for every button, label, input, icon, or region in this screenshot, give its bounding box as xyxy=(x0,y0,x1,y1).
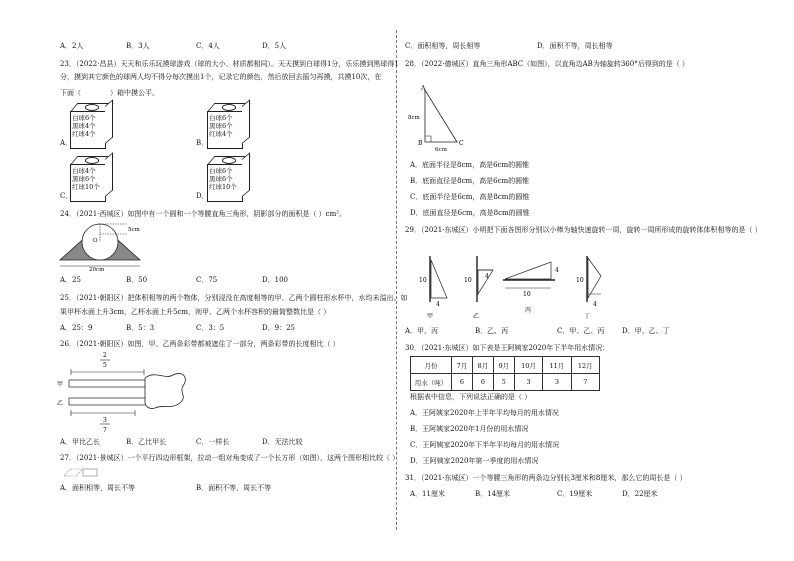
q27-option-d[interactable]: D．面积不等，周长相等 xyxy=(537,42,613,50)
table-header-cell: 9月 xyxy=(493,357,514,374)
q23-text-line3-pre: 下面（ xyxy=(60,89,81,97)
q30-question: 根据表中信息，下列说法正确的是（ ） xyxy=(410,393,532,401)
q30-text: 30．（2021·东城区）如下表是王阿姨家2020年下半年用水情况： xyxy=(405,344,610,352)
q25-text-line2: 果甲杯水面上升3cm，乙杯水面上升5cm，则甲、乙两个水杯容积的最简整数比是（ ） xyxy=(60,308,331,316)
q28-label-8cm: 8cm xyxy=(408,115,420,121)
q31-option-d[interactable]: D．22厘米 xyxy=(622,490,658,498)
q31-option-b[interactable]: B．14厘米 xyxy=(475,490,511,498)
q29-option-b[interactable]: B．乙、丙 xyxy=(475,327,509,335)
q26-bottom-fraction-den: 7 xyxy=(103,427,107,434)
q25-text-line1: 25．（2021·朝阳区）把体积相等的两个物体，分别浸没在高度相等的甲、乙两个圆柱形水杯中，水均未溢出。如 xyxy=(60,294,408,302)
q24-text: 24．（2021·西城区）如图中有一个圆和一个等腰直角三角形，阴影部分的面积是（ ）cm²。 xyxy=(60,210,347,218)
q25-option-c[interactable]: C．3：5 xyxy=(196,324,225,332)
q27-option-a[interactable]: A．面积相等，周长不等 xyxy=(60,484,136,492)
q29-label-jia: 甲 xyxy=(427,313,434,320)
q27-option-c[interactable]: C．面积相等，周长相等 xyxy=(405,42,481,50)
q24-center-label: O xyxy=(93,238,98,244)
q22-option-a[interactable]: A．2人 xyxy=(60,42,84,50)
q24-option-d[interactable]: D．100 xyxy=(262,276,288,284)
q29-option-d[interactable]: D．甲、乙、丁 xyxy=(622,327,670,335)
q24-option-a[interactable]: A．25 xyxy=(60,276,81,284)
q23-option-b[interactable]: B． xyxy=(196,139,209,147)
table-cell: 6 xyxy=(472,374,493,391)
q28-option-a[interactable]: A．底面半径是8cm，高是6cm的圆锥 xyxy=(410,161,530,169)
q23-text-line1: 23．（2022·昌县）天天和乐乐玩摸球游戏（球的大小、材质都相同）。天天摸到白球得1分，乐乐摸到黑球得1 xyxy=(60,60,399,68)
q28-text: 28．（2022·德城区）直角三角形ABC（如图），以直角边AB为轴旋转360°后得到的是（ ） xyxy=(405,60,689,68)
q26-option-a[interactable]: A．甲比乙长 xyxy=(60,438,101,446)
q28-option-b[interactable]: B．底面直径是8cm，高是6cm的圆锥 xyxy=(410,177,530,185)
q28-label-6cm: 6cm xyxy=(435,147,447,153)
q22-option-b[interactable]: B．3人 xyxy=(126,42,150,50)
q29-bing-10: 10 xyxy=(523,291,531,298)
q29-option-c[interactable]: C．甲、乙、丙 xyxy=(557,327,605,335)
q27-option-b[interactable]: B．面积不等，周长不等 xyxy=(196,484,272,492)
table-cell: 5 xyxy=(493,374,514,391)
q24-20cm-label: 20cm xyxy=(89,267,105,272)
q24-figure xyxy=(55,220,165,272)
q24-option-b[interactable]: B．50 xyxy=(126,276,148,284)
table-cell: 6 xyxy=(452,374,473,391)
q30-option-a[interactable]: A．王阿姨家2020年上半年平均每月的用水情况 xyxy=(410,409,559,417)
q26-jia-label: 甲 xyxy=(57,381,64,388)
q29-bing-4: 4 xyxy=(555,267,559,274)
q23-box-b: 白球6个 黑球6个 红球4个 xyxy=(207,103,249,147)
q30-option-b[interactable]: B．王阿姨家2020年1月份的用水情况 xyxy=(410,425,529,433)
q26-option-d[interactable]: D．无法比较 xyxy=(262,438,303,446)
q30-option-d[interactable]: D．王阿姨家2020年第一季度的用水情况 xyxy=(410,457,539,465)
q23-box-a: 白球6个 黑球4个 红球4个 xyxy=(70,103,112,147)
q26-text: 26．（2021·朝阳区）如图，甲、乙两条彩带都被遮住了一部分，两条彩带的长度相比（ ） xyxy=(60,340,340,348)
table-header-cell: 11月 xyxy=(543,357,571,374)
q26-yi-label: 乙 xyxy=(57,400,64,407)
q23-box-d: 白球6个 黑球6个 红球10个 xyxy=(207,156,249,200)
q31-option-a[interactable]: A．11厘米 xyxy=(410,490,445,498)
q31-text: 31．（2021·东城区）一个等腰三角形的两条边分别长3厘米和8厘米，那么它的周长是（ ） xyxy=(405,474,687,482)
q29-jia-4: 4 xyxy=(436,301,440,308)
q24-5cm-label: 5cm xyxy=(128,227,140,233)
table-row xyxy=(411,374,600,391)
q27-text: 27．（2021·景城区）一个平行四边形框架，拉动一组对角变成了一个长方形（如图），这两个图形相比较（ ） xyxy=(60,454,400,462)
q29-yi-10: 10 xyxy=(464,277,472,284)
q29-label-bing: 丙 xyxy=(525,307,532,314)
q23-option-c[interactable]: C． xyxy=(60,192,73,200)
q29-figure xyxy=(405,250,615,322)
q28-figure xyxy=(405,82,505,154)
q29-text: 29．（2021·东城区）小明把下面各图形分别以小棒为轴快速旋转一周，旋转一周所形成的旋转体体积相等的是（ ） xyxy=(405,226,762,234)
box-hole-icon xyxy=(222,104,236,111)
q29-jia-10: 10 xyxy=(419,277,427,284)
q26-top-fraction-num: 2 xyxy=(103,352,107,359)
q23-option-d[interactable]: D． xyxy=(196,192,209,200)
q28-option-d[interactable]: D．底面直径是6cm，高是8cm的圆锥 xyxy=(410,209,530,217)
q23-option-a[interactable]: A． xyxy=(60,139,73,147)
q28-label-b: B xyxy=(418,140,423,147)
table-header-cell: 12月 xyxy=(571,357,599,374)
q23-box-c: 白球4个 黑球6个 红球10个 xyxy=(70,156,112,200)
table-cell: 3 xyxy=(543,374,571,391)
box-hole-icon xyxy=(85,157,99,164)
table-header-row xyxy=(411,357,600,374)
q26-top-fraction-den: 5 xyxy=(103,362,107,369)
q26-option-c[interactable]: C．一样长 xyxy=(196,438,230,446)
box-hole-icon xyxy=(222,157,236,164)
table-header-cell: 月份 xyxy=(411,357,452,374)
q23-text-line3-post: ）箱中摸公平。 xyxy=(110,89,159,97)
q25-option-d[interactable]: D．9：25 xyxy=(262,324,295,332)
q25-option-b[interactable]: B．5：3 xyxy=(126,324,155,332)
q29-ding-10: 10 xyxy=(576,277,584,284)
q29-label-ding: 丁 xyxy=(584,313,591,320)
q24-option-c[interactable]: C．75 xyxy=(196,276,218,284)
table-cell: 3 xyxy=(514,374,542,391)
q26-figure xyxy=(55,350,195,434)
q26-bottom-fraction-num: 3 xyxy=(103,417,107,424)
q31-option-c[interactable]: C．19厘米 xyxy=(557,490,593,498)
table-header-cell: 7月 xyxy=(452,357,473,374)
q22-option-d[interactable]: D．5人 xyxy=(262,42,287,50)
box-hole-icon xyxy=(85,104,99,111)
cover-blob-icon xyxy=(145,373,185,408)
q28-option-c[interactable]: C．底面半径是6cm，高是8cm的圆锥 xyxy=(410,193,530,201)
q29-yi-4: 4 xyxy=(485,273,489,280)
q28-label-c: C xyxy=(459,140,464,147)
q22-option-c[interactable]: C．4人 xyxy=(196,42,220,50)
table-header-cell: 8月 xyxy=(472,357,493,374)
q26-option-b[interactable]: B．乙比甲长 xyxy=(126,438,167,446)
q30-option-c[interactable]: C．王阿姨家2020年下半年平均每月的用水情况 xyxy=(410,441,560,449)
q25-option-a[interactable]: A．25：9 xyxy=(60,324,93,332)
table-cell: 7 xyxy=(571,374,599,391)
table-cell: 用水（吨） xyxy=(411,374,452,391)
q29-ding-4: 4 xyxy=(593,301,597,308)
q28-label-a: A xyxy=(421,85,426,92)
q29-option-a[interactable]: A．甲、丙 xyxy=(405,327,439,335)
q30-water-table xyxy=(410,356,600,391)
q29-label-yi: 乙 xyxy=(473,313,480,320)
q27-figure xyxy=(60,466,100,478)
table-header-cell: 10月 xyxy=(514,357,542,374)
q23-text-line2: 分，摸到其它颜色的球两人均不得分每次摸出1个，记录它的颜色，然后放回去摇匀再摸，共摸10次，在 xyxy=(60,73,382,81)
